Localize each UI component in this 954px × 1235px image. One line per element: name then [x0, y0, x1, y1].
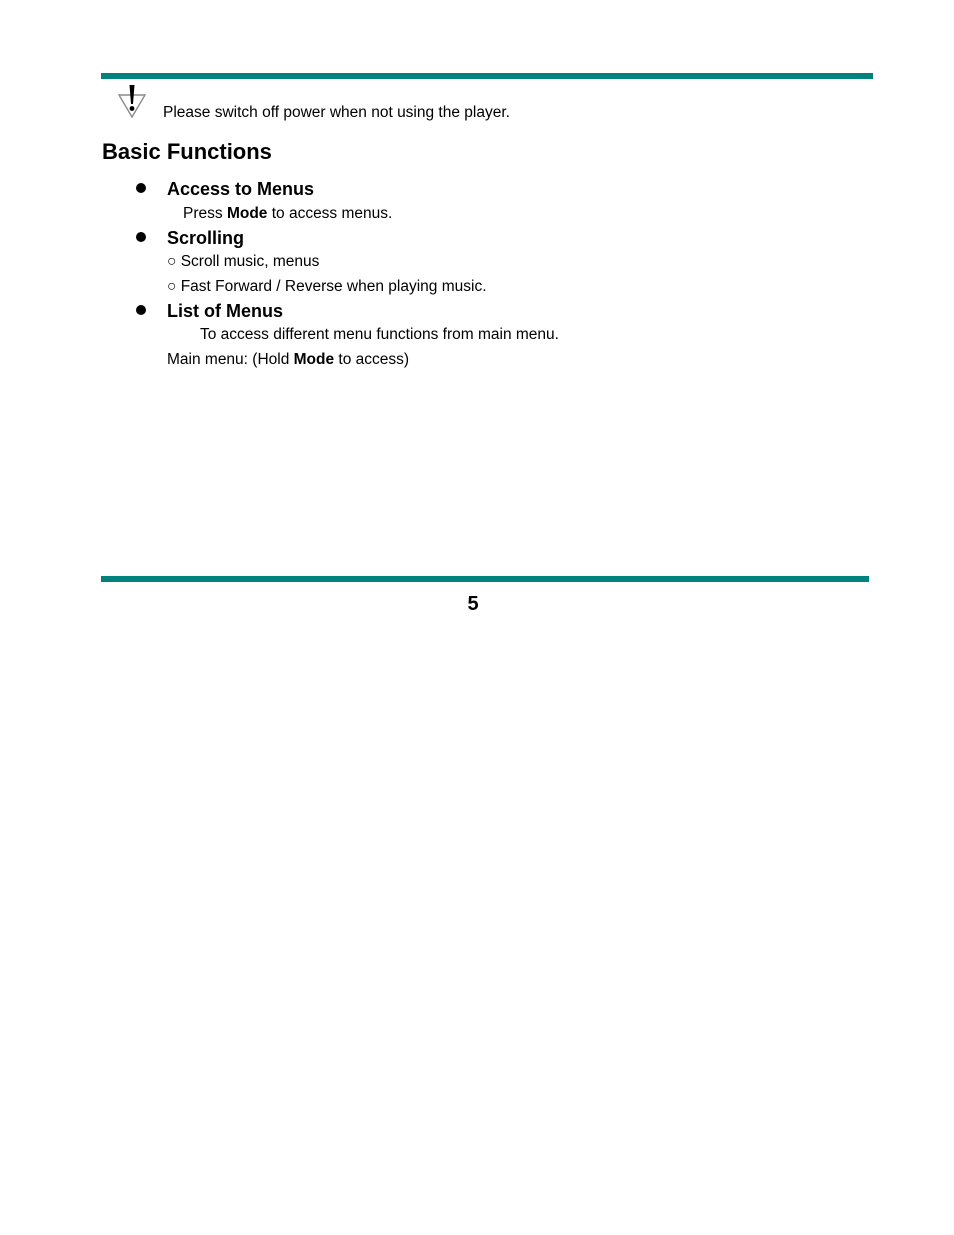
- bullet-icon: [136, 305, 146, 315]
- text-span: Scroll music, menus: [180, 253, 320, 270]
- caution-icon: [117, 84, 147, 120]
- circle-bullet-icon: ○: [167, 253, 177, 270]
- bullet-icon: [136, 232, 146, 242]
- circle-bullet-icon: ○: [167, 278, 177, 295]
- mode-key-label: Mode: [293, 351, 335, 368]
- text-span: Press: [183, 205, 227, 222]
- page-number: 5: [467, 593, 479, 615]
- list-menus-line-1: To access different menu functions from main menu.: [200, 326, 559, 343]
- header-rule: [101, 73, 873, 79]
- item-title-scrolling: Scrolling: [167, 228, 245, 248]
- footer-rule: [101, 576, 869, 582]
- scrolling-line-1: [167, 253, 319, 271]
- power-note: Please switch off power when not using the player.: [163, 104, 510, 121]
- mode-key-label: Mode: [226, 205, 268, 222]
- bullet-icon: [136, 183, 146, 193]
- text-span: to access): [334, 351, 410, 368]
- text-span: Main menu: (Hold: [167, 351, 294, 368]
- item-title-list-of-menus: List of Menus: [167, 301, 283, 321]
- item-title-access-to-menus: Access to Menus: [167, 179, 315, 199]
- list-menus-line-2: [167, 351, 409, 369]
- scrolling-line-2: [167, 278, 487, 296]
- text-span: to access menus.: [267, 205, 393, 222]
- access-menus-instruction: [183, 205, 392, 223]
- section-title: Basic Functions: [102, 139, 272, 164]
- text-span: Fast Forward / Reverse when playing music.: [180, 278, 487, 295]
